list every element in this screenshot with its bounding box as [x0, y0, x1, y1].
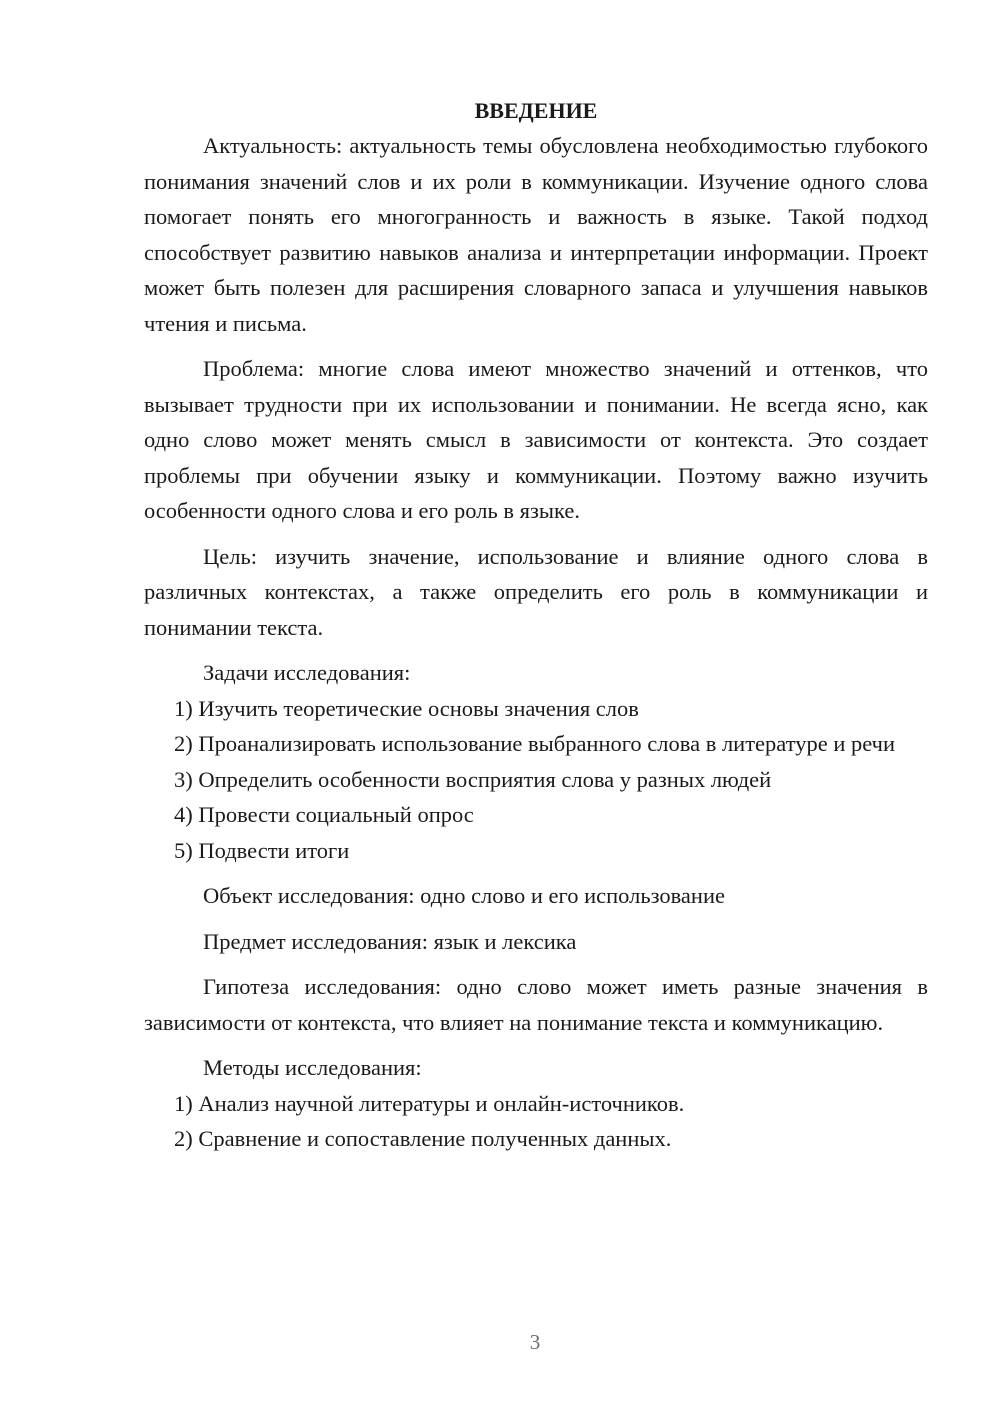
task-item: 3) Определить особенности восприятия слова у разных людей [174, 766, 772, 792]
problem-paragraph: Проблема: многие слова имеют множество значений и оттенков, что вызывает трудности при их использовании и понимании. Не всегда ясно, как одно слово может менять смысл в зависимости от контекста. Это создает проблемы при обучении языку и коммуникации. Поэтому важно изучить особенности одного слова и его роль в языке. [144, 356, 928, 523]
task-item: 2) Проанализировать использование выбранного слова в литературе и речи [174, 731, 896, 756]
task-item: 1) Изучить теоретические основы значения слов [174, 695, 639, 721]
task-item: 5) Подвести итоги [174, 837, 350, 863]
tasks-heading: Задачи исследования: [203, 660, 411, 685]
relevance-paragraph: Актуальность: актуальность темы обусловлена необходимостью глубокого понимания значений слов и их роли в коммуникации. Изучение одного слова помогает понять его многогранность и важность в языке. Такой подход способствует развитию навыков анализа и интерпретации информации. Проект может быть полезен для расширения словарного запаса и улучшения навыков чтения и письма. [144, 133, 928, 336]
hypothesis-paragraph: Гипотеза исследования: одно слово может иметь разные значения в зависимости от контекста, что влияет на понимание текста и коммуникацию. [144, 974, 928, 1035]
section-title: ВВЕДЕНИЕ [474, 98, 598, 123]
method-item: 1) Анализ научной литературы и онлайн-источников. [174, 1090, 685, 1116]
methods-heading: Методы исследования: [203, 1055, 422, 1080]
goal-paragraph: Цель: изучить значение, использование и влияние одного слова в различных контекстах, а также определить его роль в коммуникации и понимании текста. [144, 543, 928, 640]
page-number: 3 [529, 1330, 541, 1354]
page-content [144, 93, 928, 1157]
object-paragraph: Объект исследования: одно слово и его использование [203, 883, 725, 908]
task-item: 4) Провести социальный опрос [174, 802, 474, 827]
method-item: 2) Сравнение и сопоставление полученных данных. [174, 1126, 672, 1151]
subject-paragraph: Предмет исследования: язык и лексика [203, 928, 577, 954]
